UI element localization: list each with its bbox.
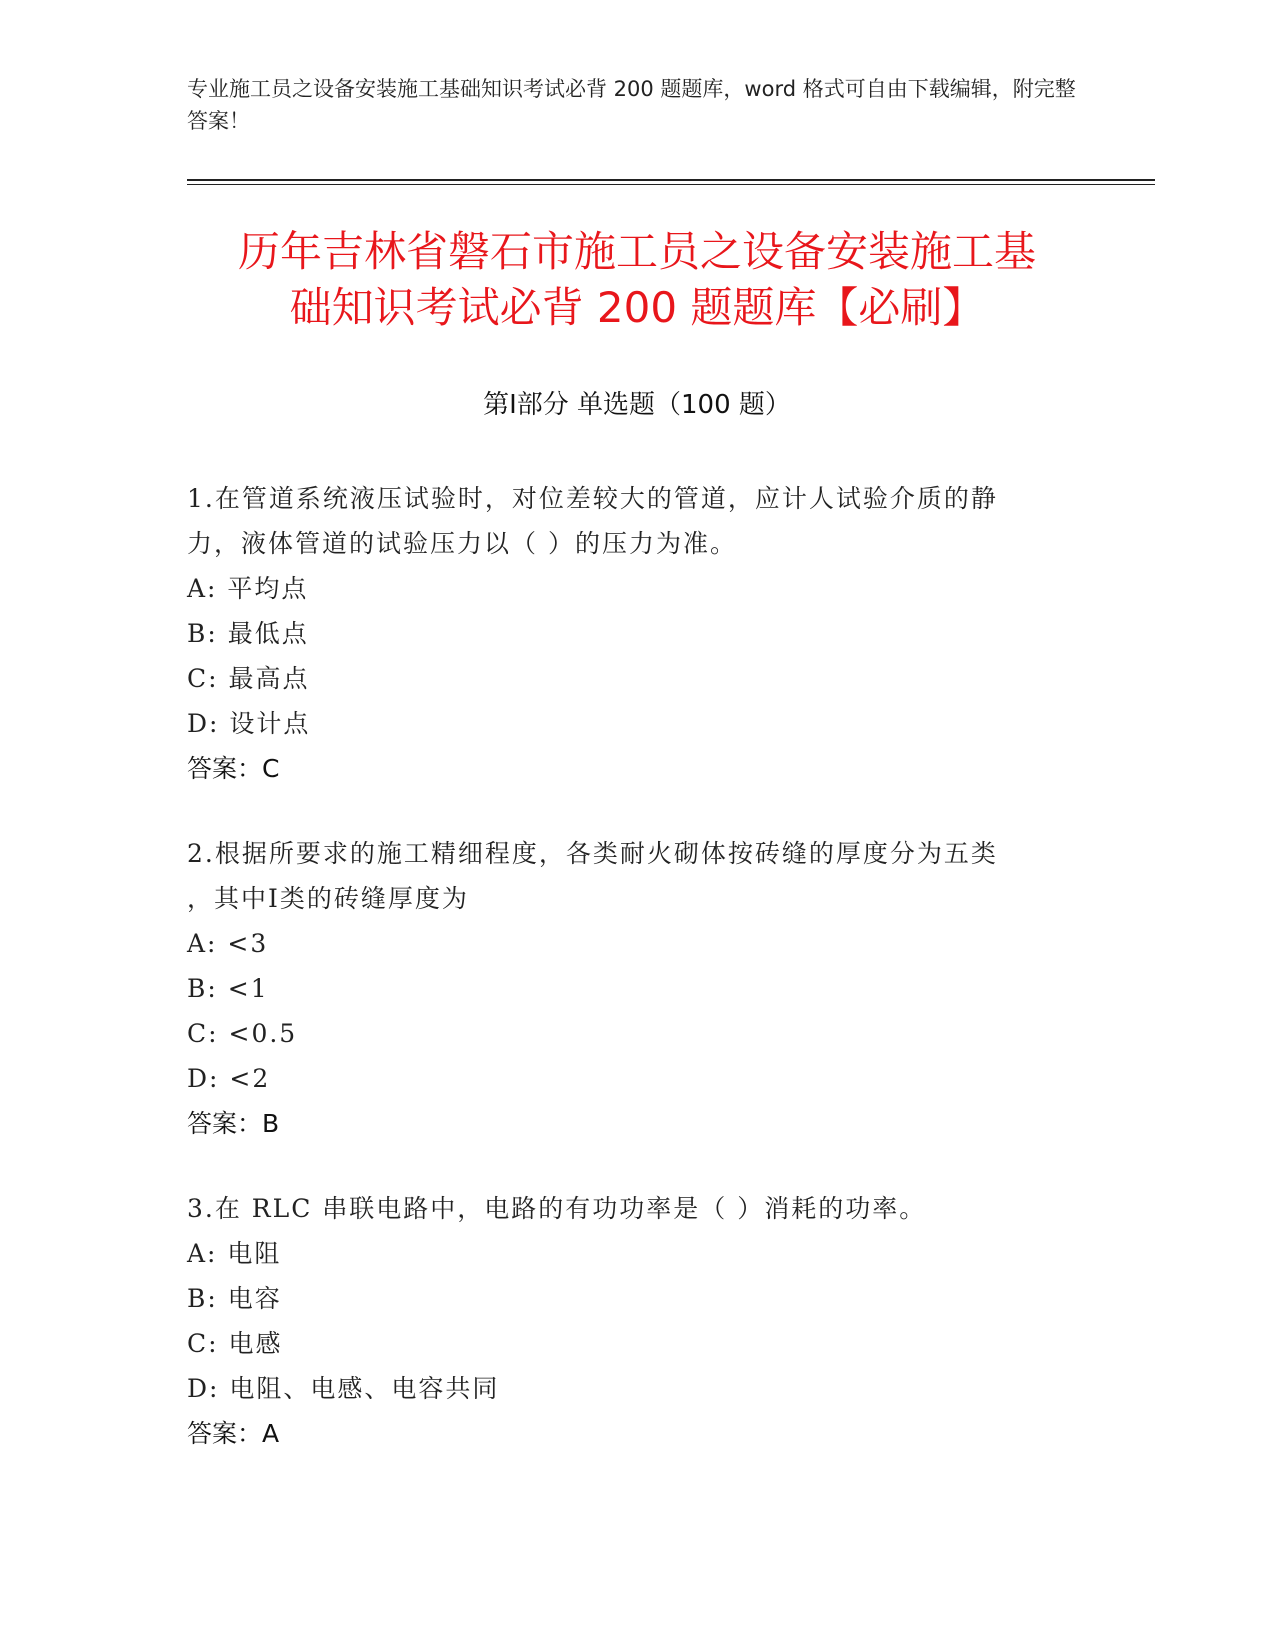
- section-heading: 第Ⅰ部分 单选题（100 题）: [483, 390, 791, 420]
- option-a: A: <3: [187, 929, 269, 958]
- option-d: D: <2: [187, 1064, 271, 1093]
- header-divider-thin: [187, 184, 1155, 185]
- question-stem-line-1: 3.在 RLC 串联电路中，电路的有功功率是（ ）消耗的功率。: [187, 1194, 927, 1223]
- header-divider-thick: [187, 179, 1155, 181]
- question-stem-line-1: 2.根据所要求的施工精细程度，各类耐火砌体按砖缝的厚度分为五类: [187, 839, 998, 868]
- question-list: [187, 476, 1067, 1496]
- question-stem-line-2: ，其中Ⅰ类的砖缝厚度为: [187, 884, 469, 913]
- question-stem-line-2: 力，液体管道的试验压力以（ ）的压力为准。: [187, 529, 737, 558]
- question-1: [187, 476, 1067, 791]
- header-note: 专业施工员之设备安装施工基础知识考试必背 200 题题库，word 格式可自由下载编辑，附完整答案！: [187, 77, 1076, 133]
- option-b: B: 电容: [187, 1284, 282, 1313]
- document-title: [187, 224, 1087, 336]
- document-title-line-2: 础知识考试必背 200 题题库【必刷】: [289, 283, 985, 332]
- document-title-line-1: 历年吉林省磐石市施工员之设备安装施工基: [237, 227, 1036, 276]
- option-c: C: 电感: [187, 1329, 283, 1358]
- question-3: [187, 1186, 1067, 1456]
- option-d: D: 电阻、电感、电容共同: [187, 1374, 500, 1403]
- answer: 答案：C: [187, 754, 280, 783]
- answer: 答案：A: [187, 1419, 280, 1448]
- option-d: D: 设计点: [187, 709, 311, 738]
- option-b: B: 最低点: [187, 619, 309, 648]
- question-2: [187, 831, 1067, 1146]
- option-c: C: 最高点: [187, 664, 310, 693]
- answer: 答案：B: [187, 1109, 280, 1138]
- option-b: B: <1: [187, 974, 269, 1003]
- question-stem-line-1: 1.在管道系统液压试验时，对位差较大的管道，应计人试验介质的静: [187, 484, 998, 513]
- option-c: C: <0.5: [187, 1019, 298, 1048]
- option-a: A: 电阻: [187, 1239, 282, 1268]
- option-a: A: 平均点: [187, 574, 309, 603]
